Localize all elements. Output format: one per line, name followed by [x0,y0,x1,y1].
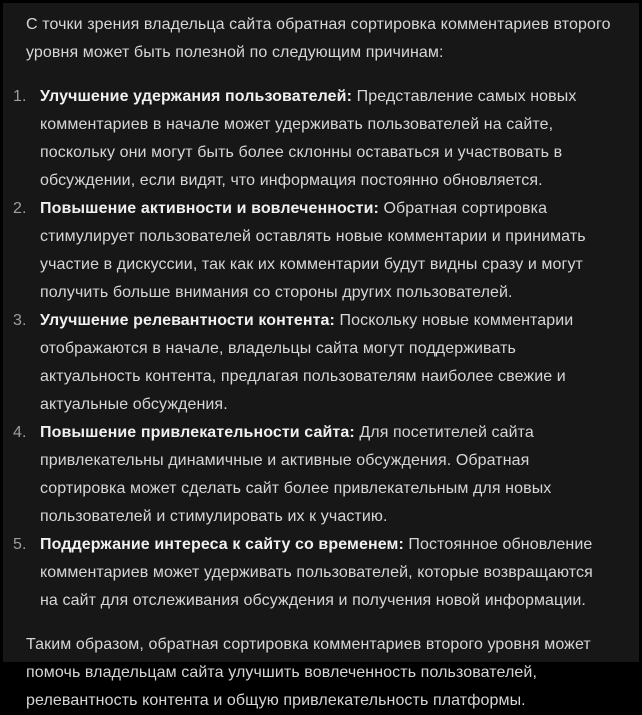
list-item [13,419,615,531]
list-item-number: 2. [13,195,40,307]
list-item-body: Поскольку новые комментарии отображаются в начале, владельцы сайта могут поддерживать актуальность контента, предлагая пользователям наиболее свежие и актуальные обсуждения. [40,312,573,413]
list-item [13,83,615,195]
list-item-title: Повышение активности и вовлеченности: [40,200,379,217]
list-item-body: Постоянное обновление комментариев может удерживать пользователей, которые возвращаются на сайт для отслеживания обсуждения и получения новой информации. [40,536,593,609]
list-item-title: Повышение привлекательности сайта: [40,424,355,441]
list-item [13,307,615,419]
list-item-body: Для посетителей сайта привлекательны динамичные и активные обсуждения. Обратная сортировка может сделать сайт более привлекательным для новых пользователей и стимулировать их к участию. [40,424,551,525]
list-item [13,195,615,307]
list-item-text [40,419,615,531]
assistant-message [3,3,639,662]
list-item-text [40,83,615,195]
list-item-text [40,195,615,307]
list-item-title: Улучшение удержания пользователей: [40,88,352,105]
list-item-number: 4. [13,419,40,531]
list-item-body: Представление самых новых комментариев в начале может удерживать пользователей на сайте, поскольку они могут быть более склонны оставаться и участвовать в обсуждении, если видят, что информация постоянно обновляется. [40,88,576,189]
list-item [13,531,615,615]
list-item-body: Обратная сортировка стимулирует пользователей оставлять новые комментарии и принимать участие в дискуссии, так как их комментарии будут видны сразу и могут получить больше внимания со стороны других пользователей. [40,200,586,301]
conclusion-paragraph: Таким образом, обратная сортировка комментариев второго уровня может помочь владельцам сайта улучшить вовлеченность пользователей, релевантность контента и общую привлекательность платформы. [26,631,615,715]
list-item-text [40,531,615,615]
list-item-text [40,307,615,419]
list-item-title: Поддержание интереса к сайту со временем: [40,536,404,553]
list-item-number: 3. [13,307,40,419]
reasons-list [13,83,615,615]
list-item-number: 5. [13,531,40,615]
list-item-number: 1. [13,83,40,195]
list-item-title: Улучшение релевантности контента: [40,312,335,329]
intro-paragraph: С точки зрения владельца сайта обратная сортировка комментариев второго уровня может быть полезной по следующим причинам: [26,11,615,67]
